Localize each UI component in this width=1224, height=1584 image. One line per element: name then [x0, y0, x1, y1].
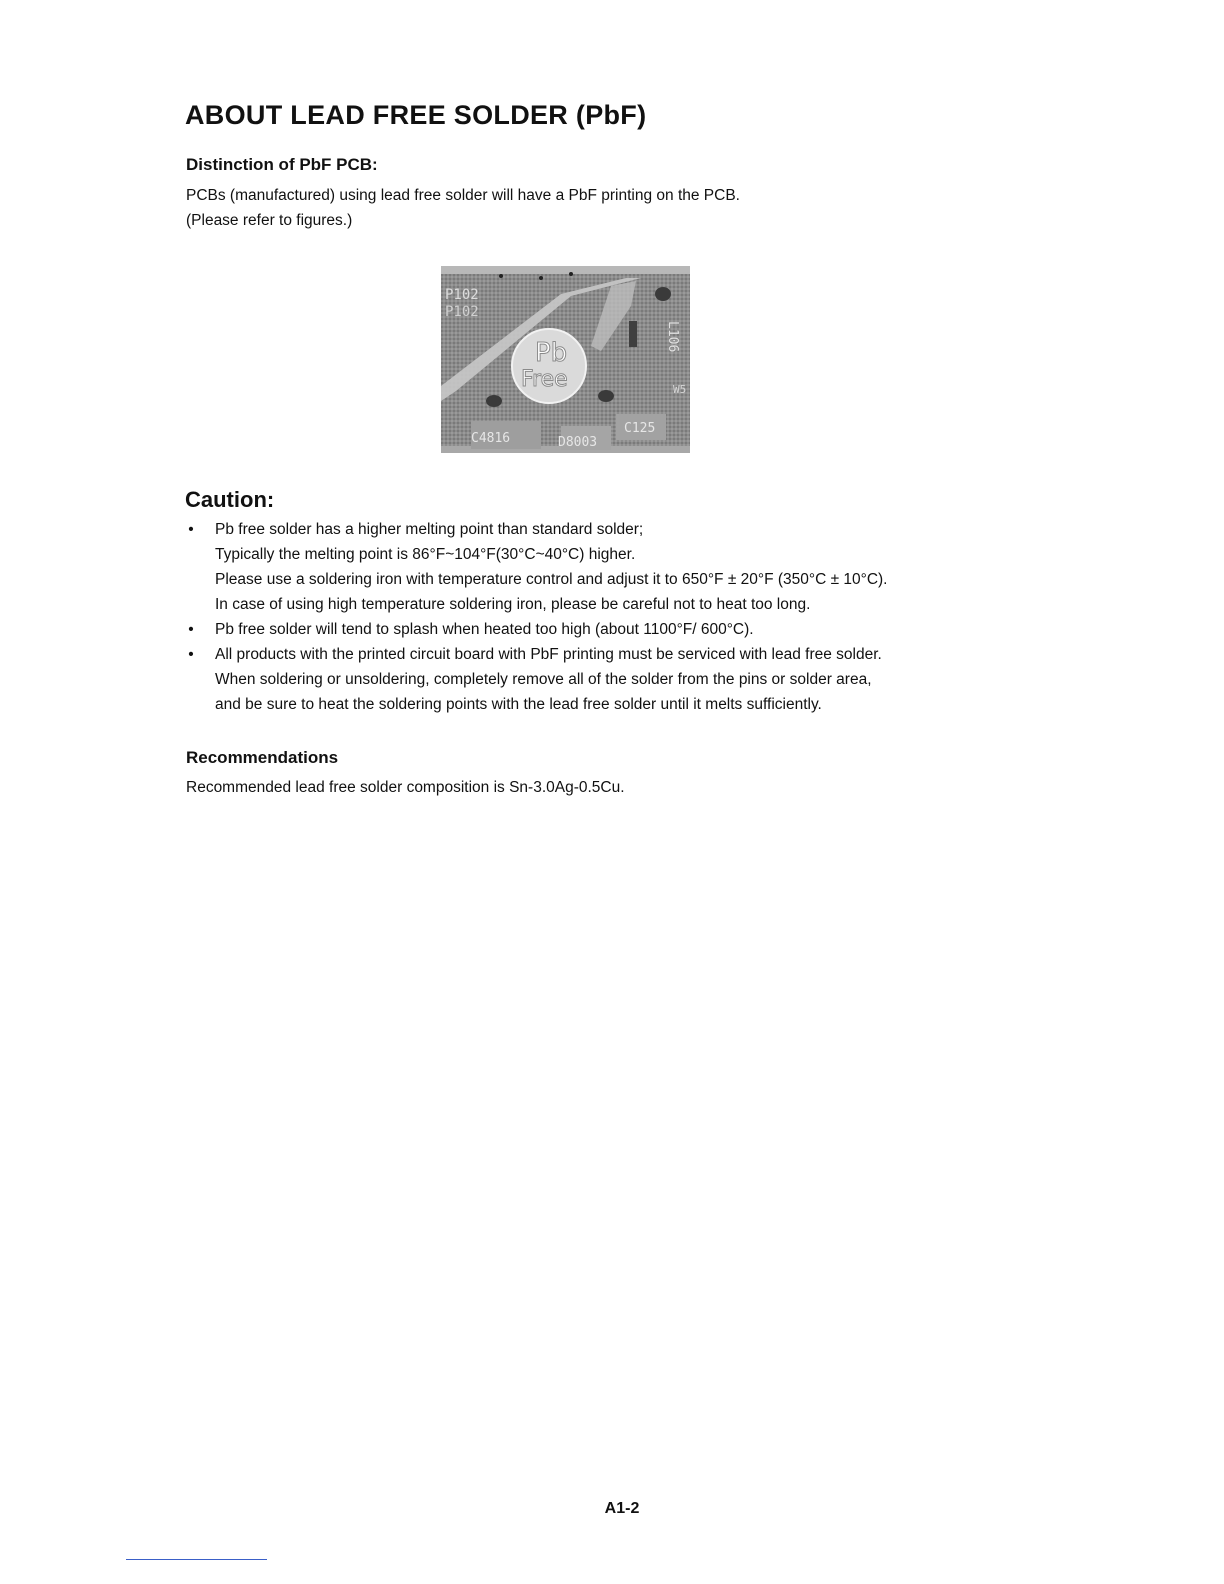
recommendations-text: Recommended lead free solder composition is Sn-3.0Ag-0.5Cu.	[186, 779, 625, 796]
recommendations-heading: Recommendations	[186, 748, 339, 767]
figure-label-p102-b: P102	[445, 304, 479, 320]
figure-label-p102-a: P102	[445, 287, 479, 303]
page-title: ABOUT LEAD FREE SOLDER (PbF)	[185, 100, 647, 130]
figure-label-pb: Pb	[535, 338, 568, 368]
caution-item-1-line-2: Typically the melting point is 86°F~104°F(30°C~40°C) higher.	[215, 546, 636, 563]
caution-item-1-line-1: Pb free solder has a higher melting point than standard solder;	[215, 521, 644, 538]
caution-item-2	[186, 617, 1006, 642]
bullet-icon: •	[188, 646, 194, 663]
caution-item-3-line-1: All products with the printed circuit board with PbF printing must be serviced with lead free solder.	[215, 646, 882, 663]
bullet-icon: •	[188, 621, 194, 638]
caution-item-3-line-3: and be sure to heat the soldering points with the lead free solder until it melts sufficiently.	[215, 696, 822, 713]
caution-item-3	[186, 642, 1006, 717]
caution-item-1	[186, 517, 1006, 617]
caution-item-1-line-3: Please use a soldering iron with temperature control and adjust it to 650°F ± 20°F (350°C ± 10°C).	[215, 571, 888, 588]
caution-list	[186, 517, 1006, 717]
figure-label-w5: W5	[673, 383, 687, 396]
caution-heading: Caution:	[185, 487, 275, 512]
distinction-text-line-1: PCBs (manufactured) using lead free solder will have a PbF printing on the PCB.	[186, 187, 740, 204]
bullet-icon: •	[188, 521, 194, 538]
figure-label-free: Free	[521, 367, 568, 392]
caution-item-3-line-2: When soldering or unsoldering, completely remove all of the solder from the pins or solder area,	[215, 671, 872, 688]
distinction-heading: Distinction of PbF PCB:	[186, 155, 378, 174]
figure-label-d8003: D8003	[558, 435, 598, 450]
page-number: A1-2	[604, 1500, 640, 1517]
pbf-pcb-photo	[441, 266, 690, 453]
distinction-text-line-2: (Please refer to figures.)	[186, 212, 353, 229]
caution-item-2-line-1: Pb free solder will tend to splash when heated too high (about 1100°F/ 600°C).	[215, 621, 754, 638]
caution-item-1-line-4: In case of using high temperature soldering iron, please be careful not to heat too long.	[215, 596, 811, 613]
figure-label-c4816: C4816	[471, 431, 511, 446]
footer-rule	[126, 1559, 267, 1560]
figure-label-l106: L106	[665, 321, 680, 353]
figure-label-c125: C125	[624, 421, 656, 436]
